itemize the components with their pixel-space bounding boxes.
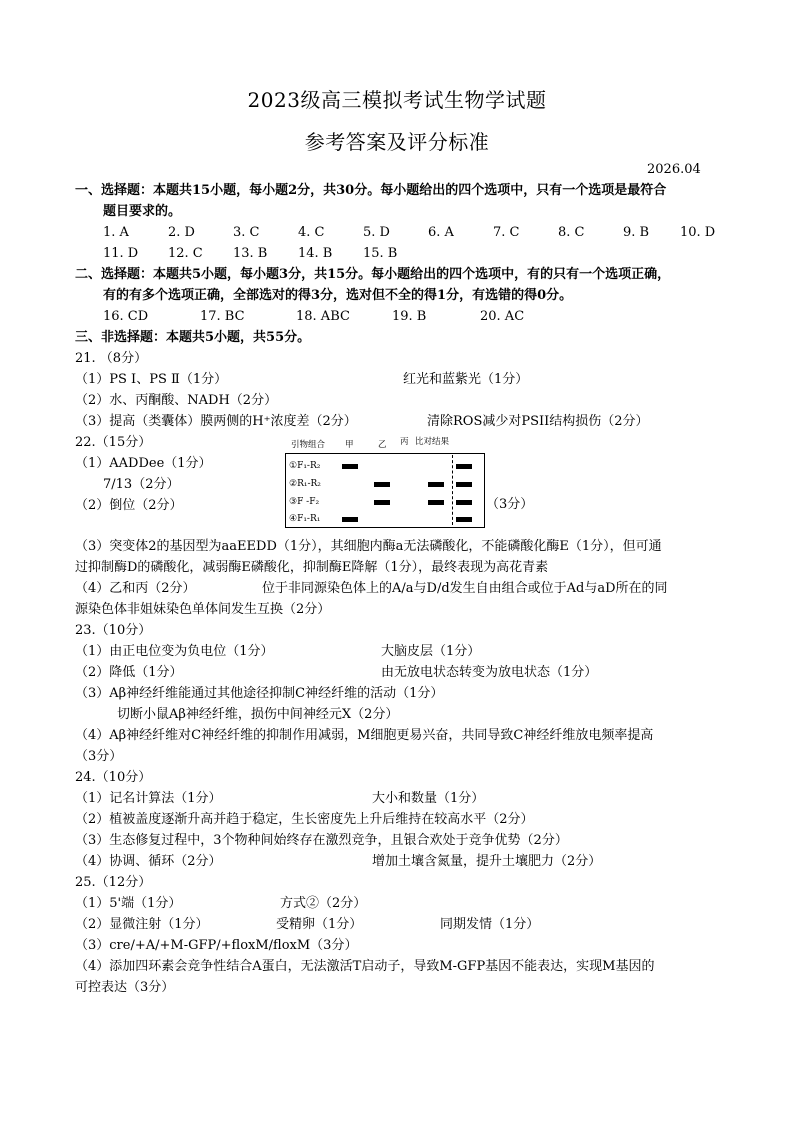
q24-answer-4: （4）协调、循环（2分） — [75, 854, 222, 869]
answer-2: 2. D — [168, 225, 195, 240]
q23-answer-4: （4）Aβ神经纤维对C神经纤维的抑制作用减弱，M细胞更易兴奋，共同导致C神经纤维放电频率提高 — [75, 728, 654, 743]
gel-band — [374, 482, 390, 487]
section2-heading: 二、选择题：本题共5小题，每小题3分，共15分。每小题给出的四个选项中，有的只有一个选项正确， — [75, 267, 671, 282]
q24-heading: 24.（10分） — [75, 770, 152, 785]
answer-19: 19. B — [392, 309, 427, 324]
gel-band — [342, 464, 358, 469]
date: 2026.04 — [647, 162, 701, 177]
q22-answer-2: （2）倒位（2分） — [75, 498, 183, 513]
q22-answer-3: （3）突变体2的基因型为aaEEDD（1分），其细胞内酶a无法磷酸化，不能磷酸化酶E（1分），但可通 — [75, 539, 662, 554]
q23-heading: 23.（10分） — [75, 623, 152, 638]
answer-15: 15. B — [363, 246, 398, 261]
q24-answer-3: （3）生态修复过程中，3个物种间始终存在激烈竞争，且银合欢处于竞争优势（2分） — [75, 833, 568, 848]
q21-answer-3: （3）提高（类囊体）膜两侧的H⁺浓度差（2分） — [75, 414, 357, 429]
q22-answer-1b: 7/13（2分） — [103, 477, 180, 492]
figure-row-2: ②R₁-R₂ — [289, 479, 321, 489]
answer-9: 9. B — [623, 225, 650, 240]
figure-col-header: 引物组合 — [291, 440, 326, 450]
section3-heading: 三、非选择题：本题共5小题，共55分。 — [75, 330, 311, 345]
figure-col-bing: 丙 — [400, 437, 409, 447]
q25-answer-2b: 受精卵（1分） — [276, 917, 363, 932]
page-subtitle: 参考答案及评分标准 — [304, 130, 490, 154]
q22-heading: 22.（15分） — [75, 435, 152, 450]
answer-5: 5. D — [363, 225, 390, 240]
figure-col-jia: 甲 — [345, 440, 354, 450]
gel-band — [456, 482, 472, 487]
q25-answer-1: （1）5'端（1分） — [75, 896, 182, 911]
answer-13: 13. B — [233, 246, 268, 261]
gel-band — [456, 500, 472, 505]
q25-answer-2c: 同期发情（1分） — [440, 917, 540, 932]
q21-answer-1b: 红光和蓝紫光（1分） — [403, 372, 529, 387]
q24-answer-2: （2）植被盖度逐渐升高并趋于稳定，生长密度先上升后维持在较高水平（2分） — [75, 812, 534, 827]
q21-answer-3b: 清除ROS减少对PSII结构损伤（2分） — [427, 414, 649, 429]
gel-band — [456, 464, 472, 469]
q24-answer-4b: 增加土壤含氮量，提升土壤肥力（2分） — [372, 854, 602, 869]
section2-heading-cont: 有的有多个选项正确，全部选对的得3分，选对但不全的得1分，有选错的得0分。 — [103, 288, 573, 303]
figure-row-4: ④F₁-R₁ — [289, 514, 321, 524]
q25-heading: 25.（12分） — [75, 875, 152, 890]
q22-answer-3-cont: 过抑制酶D的磷酸化，减弱酶E磷酸化，抑制酶E降解（1分），最终表现为高花青素 — [75, 560, 549, 575]
figure-col-high: 比对结果 — [415, 437, 450, 447]
gel-band — [428, 500, 444, 505]
answer-16: 16. CD — [103, 309, 149, 324]
q25-answer-1b: 方式②（2分） — [280, 896, 367, 911]
answer-6: 6. A — [428, 225, 454, 240]
answer-17: 17. BC — [200, 309, 245, 324]
q23-answer-3b: 切断小鼠Aβ神经纤维，损伤中间神经元X（2分） — [117, 707, 399, 722]
q25-answer-2: （2）显微注射（1分） — [75, 917, 209, 932]
q24-answer-1: （1）记名计算法（1分） — [75, 791, 222, 806]
q22-answer-4b: 位于非同源染色体上的A/a与D/d发生自由组合或位于Ad与aD所在的同 — [262, 581, 668, 596]
gel-band — [374, 500, 390, 505]
answer-8: 8. C — [558, 225, 585, 240]
q22-answer-4: （4）乙和丙（2分） — [75, 581, 196, 596]
q23-answer-2: （2）降低（1分） — [75, 665, 183, 680]
gel-divider — [452, 455, 453, 525]
q23-answer-2b: 由无放电状态转变为放电状态（1分） — [381, 665, 598, 680]
answer-18: 18. ABC — [296, 309, 350, 324]
section1-heading: 一、选择题：本题共15小题，每小题2分，共30分。每小题给出的四个选项中，只有一个选项是最符合 — [75, 183, 667, 198]
q25-answer-3: （3）cre/+A/+M-GFP/+floxM/floxM（3分） — [75, 938, 358, 953]
figure-row-3: ③F -F₂ — [289, 497, 320, 507]
answer-20: 20. AC — [480, 309, 525, 324]
q21-answer-1: （1）PS Ⅰ、PS Ⅱ（1分） — [75, 372, 228, 387]
answer-7: 7. C — [493, 225, 520, 240]
q22-answer-4-cont: 源染色体非姐妹染色单体间发生互换（2分） — [75, 602, 331, 617]
q25-answer-4: （4）添加四环素会竞争性结合A蛋白，无法激活T启动子，导致M-GFP基因不能表达，实现M基因的 — [75, 959, 655, 974]
answer-10: 10. D — [680, 225, 716, 240]
section1-heading-cont: 题目要求的。 — [103, 204, 182, 219]
q22-answer-1: （1）AADDee（1分） — [75, 456, 212, 471]
q22-figure-score: （3分） — [486, 497, 534, 512]
figure-col-yi: 乙 — [378, 440, 387, 450]
gel-band — [428, 482, 444, 487]
q21-heading: 21. （8分） — [75, 351, 148, 366]
answer-4: 4. C — [298, 225, 325, 240]
answer-1: 1. A — [103, 225, 129, 240]
page-title: 2023级高三模拟考试生物学试题 — [247, 88, 547, 112]
q23-answer-1b: 大脑皮层（1分） — [381, 644, 481, 659]
answer-3: 3. C — [233, 225, 260, 240]
figure-row-1: ①F₁-R₂ — [289, 461, 321, 471]
gel-band — [456, 517, 472, 522]
q21-answer-2: （2）水、丙酮酸、NADH（2分） — [75, 393, 278, 408]
q23-answer-3: （3）Aβ神经纤维能通过其他途径抑制C神经纤维的活动（1分） — [75, 686, 444, 701]
q25-answer-4-cont: 可控表达（3分） — [75, 980, 175, 995]
gel-band — [342, 517, 358, 522]
q23-answer-4-cont: （3分） — [75, 749, 123, 764]
answer-11: 11. D — [103, 246, 139, 261]
q23-answer-1: （1）由正电位变为负电位（1分） — [75, 644, 274, 659]
answer-14: 14. B — [298, 246, 333, 261]
q24-answer-1b: 大小和数量（1分） — [372, 791, 485, 806]
answer-12: 12. C — [168, 246, 203, 261]
